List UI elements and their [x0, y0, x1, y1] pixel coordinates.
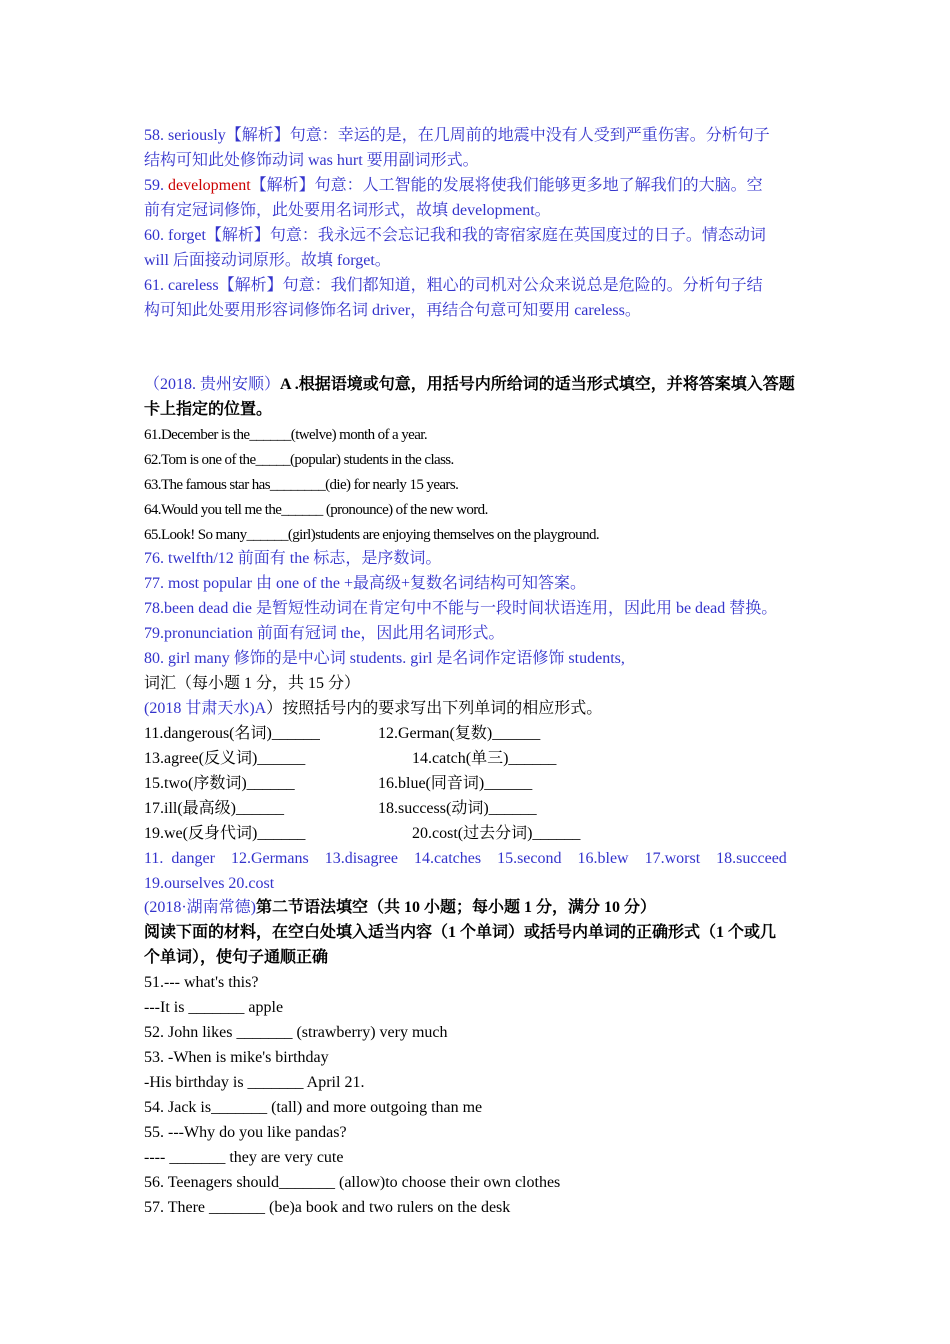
- answer-78: 78.been dead die 是暂短性动词在肯定句中不能与一段时间状语连用，因此用 be dead 替换。: [144, 600, 778, 617]
- guizhou-instruction: A .根据语境或句意，用括号内所给词的适当形式填空，并将答案填入答题: [280, 376, 795, 393]
- guizhou-heading-line-2: 卡上指定的位置。: [144, 401, 273, 418]
- vocab-row-4: [144, 799, 808, 819]
- grammar-line-10: 57. There _______ (be)a book and two rulers on the desk: [144, 1199, 511, 1216]
- vocab-item-19: 19.we(反身代词)______: [144, 825, 306, 842]
- answer-59-line-2: 前有定冠词修饰，此处要用名词形式，故填 development。: [144, 202, 551, 219]
- vocab-item-11: 11.dangerous(名词)______: [144, 725, 320, 742]
- question-61: 61.December is the______(twelve) month of a year.: [144, 427, 428, 443]
- answer-60-line-1: 60. forget【解析】句意：我永远不会忘记我和我的寄宿家庭在英国度过的日子。情态动词: [144, 227, 766, 244]
- vocab-item-13: 13.agree(反义词)______: [144, 750, 306, 767]
- question-64: 64.Would you tell me the______ (pronounce) of the new word.: [144, 502, 488, 518]
- vocab-row-5: [144, 824, 808, 844]
- vocab-item-18: 18.success(动词)______: [378, 800, 537, 817]
- vocab-row-3: [144, 774, 808, 794]
- guizhou-heading-line-1: [144, 375, 808, 395]
- answer-77: 77. most popular 由 one of the +最高级+复数名词结构可知答案。: [144, 575, 587, 592]
- vocab-item-12: 12.German(复数)______: [378, 725, 541, 742]
- hunan-instruction-line-1: 阅读下面的材料，在空白处填入适当内容（1 个单词）或括号内单词的正确形式（1 个或几: [144, 924, 777, 941]
- answer-58-line-1: 58. seriously【解析】句意：幸运的是，在几周前的地震中没有人受到严重伤害。分析句子: [144, 127, 770, 144]
- answer-59-number: 59.: [144, 177, 168, 194]
- grammar-line-4: 53. -When is mike's birthday: [144, 1049, 329, 1066]
- grammar-line-6: 54. Jack is_______ (tall) and more outgoing than me: [144, 1099, 483, 1116]
- answer-59-line-1: [144, 176, 808, 196]
- vocab-row-1: [144, 724, 808, 744]
- vocab-item-15: 15.two(序数词)______: [144, 775, 295, 792]
- vocab-item-14: 14.catch(单三)______: [412, 750, 557, 767]
- grammar-line-1: 51.--- what's this?: [144, 974, 259, 991]
- answer-61-line-1: 61. careless【解析】句意：我们都知道，粗心的司机对公众来说总是危险的。分析句子结: [144, 277, 763, 294]
- answer-61-line-2: 构可知此处要用形容词修饰名词 driver，再结合句意可知要用 careless。: [144, 302, 641, 319]
- gansu-source: (2018 甘肃天水)A: [144, 700, 267, 717]
- answer-59-explanation: 【解析】句意：人工智能的发展将使我们能够更多地了解我们的大脑。空: [250, 177, 763, 194]
- vocabulary-heading: 词汇（每小题 1 分，共 15 分）: [144, 675, 361, 692]
- hunan-instruction-line-2: 个单词），使句子通顺正确: [144, 949, 329, 966]
- hunan-title: 第二节语法填空（共 10 小题；每小题 1 分，满分 10 分）: [256, 899, 657, 916]
- answer-76: 76. twelfth/12 前面有 the 标志，是序数词。: [144, 550, 442, 567]
- grammar-line-3: 52. John likes _______ (strawberry) very much: [144, 1024, 448, 1041]
- vocab-item-16: 16.blue(同音词)______: [378, 775, 533, 792]
- grammar-line-5: -His birthday is _______ April 21.: [144, 1074, 365, 1091]
- question-63: 63.The famous star has________(die) for nearly 15 years.: [144, 477, 459, 493]
- hunan-source: (2018·湖南常德): [144, 899, 256, 916]
- answer-58-line-2: 结构可知此处修饰动词 was hurt 要用副词形式。: [144, 152, 479, 169]
- vocab-item-17: 17.ill(最高级)______: [144, 800, 284, 817]
- grammar-line-8: ---- _______ they are very cute: [144, 1149, 344, 1166]
- grammar-line-2: ---It is _______ apple: [144, 999, 284, 1016]
- answer-80: 80. girl many 修饰的是中心词 students. girl 是名词作定语修饰 students,: [144, 650, 625, 667]
- vocab-answers-line-1: 11. danger 12.Germans 13.disagree 14.catches 15.second 16.blew 17.worst 18.succeed: [144, 850, 787, 867]
- gansu-instruction: ）按照括号内的要求写出下列单词的相应形式。: [266, 700, 603, 717]
- answer-59-word: development: [168, 177, 251, 194]
- guizhou-source: （2018. 贵州安顺）: [144, 376, 281, 393]
- gansu-heading: [144, 699, 808, 719]
- vocab-answers-line-2: 19.ourselves 20.cost: [144, 875, 275, 892]
- grammar-line-9: 56. Teenagers should_______ (allow)to choose their own clothes: [144, 1174, 561, 1191]
- question-65: 65.Look! So many______(girl)students are enjoying themselves on the playground.: [144, 527, 600, 543]
- vocab-row-2: [144, 749, 808, 769]
- answer-60-line-2: will 后面接动词原形。故填 forget。: [144, 252, 391, 269]
- grammar-line-7: 55. ---Why do you like pandas?: [144, 1124, 347, 1141]
- vocab-item-20: 20.cost(过去分词)______: [412, 825, 581, 842]
- question-62: 62.Tom is one of the_____(popular) students in the class.: [144, 452, 454, 468]
- hunan-heading: [144, 898, 808, 918]
- answer-79: 79.pronunciation 前面有冠词 the，因此用名词形式。: [144, 625, 505, 642]
